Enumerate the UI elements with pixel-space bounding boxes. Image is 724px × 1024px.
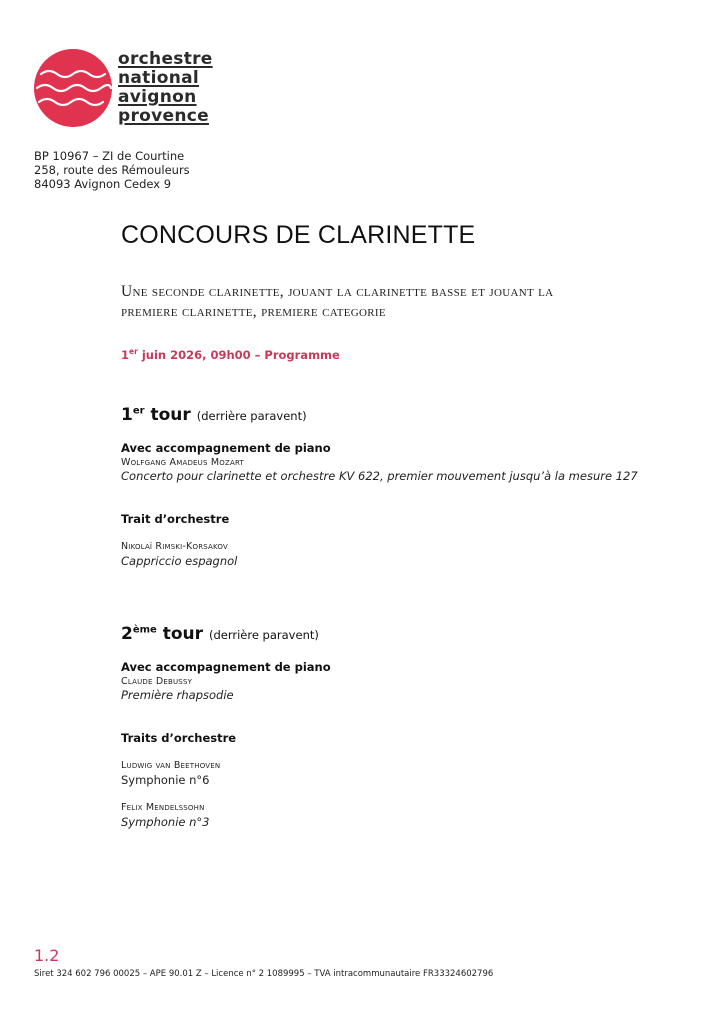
section-heading: Trait d’orchestre	[121, 512, 230, 526]
work-title: Concerto pour clarinette et orchestre KV 622, premier mouvement jusqu’à la mesure 127	[121, 469, 638, 483]
composer-name: Ludwig van Beethoven	[121, 760, 221, 771]
waves-circle-logo-icon	[33, 48, 113, 128]
work-title: Symphonie n°6	[121, 773, 210, 787]
subtitle-line: Une seconde clarinette, jouant la clarinette basse et jouant la	[121, 283, 554, 300]
work-title: Première rhapsodie	[121, 688, 234, 702]
page-number: 1.2	[34, 946, 60, 965]
composer-name: Nikolaï Rimski-Korsakov	[121, 541, 229, 552]
logo-word-avignon: avignon	[118, 87, 197, 107]
section-heading: Avec accompagnement de piano	[121, 441, 331, 455]
subtitle-line: premiere clarinette, premiere categorie	[121, 303, 386, 320]
date-line: 1er juin 2026, 09h00 – Programme	[121, 347, 340, 362]
round-2-heading: 2ème tour (derrière paravent)	[121, 624, 319, 644]
logo-word-national: national	[118, 68, 200, 88]
address-line: BP 10967 – ZI de Courtine	[34, 149, 185, 163]
footer-legal-info: Siret 324 602 796 00025 – APE 90.01 Z – Licence n° 2 1089995 – TVA intracommunautaire FR33324602796	[34, 969, 494, 979]
address-line: 84093 Avignon Cedex 9	[34, 177, 172, 191]
section-heading: Traits d’orchestre	[121, 731, 237, 745]
work-title: Symphonie n°3	[121, 815, 210, 829]
composer-name: Claude Debussy	[121, 676, 193, 687]
logo-word-orchestre: orchestre	[118, 49, 213, 69]
logo-word-provence: provence	[118, 106, 209, 126]
address-line: 258, route des Rémouleurs	[34, 163, 190, 177]
document-title: CONCOURS DE CLARINETTE	[121, 221, 476, 249]
composer-name: Felix Mendelssohn	[121, 802, 205, 813]
round-1-heading: 1er tour (derrière paravent)	[121, 405, 307, 425]
composer-name: Wolfgang Amadeus Mozart	[121, 457, 244, 468]
work-title: Cappriccio espagnol	[121, 554, 238, 568]
section-heading: Avec accompagnement de piano	[121, 660, 331, 674]
